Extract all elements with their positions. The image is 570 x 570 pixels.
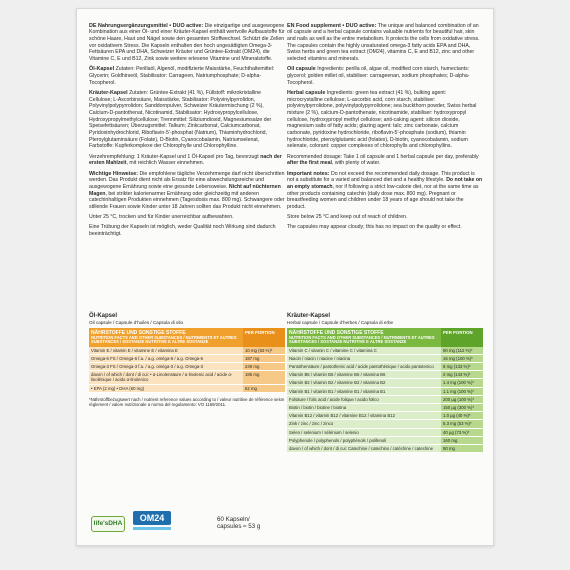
de-capsule-note: Eine Trübung der Kapseln ist möglich, weder Qualität noch Wirkung sind dadurch beeinträchtigt. bbox=[89, 224, 276, 238]
nutrient-name: • EPA (2 mg) • DHA (60 mg) bbox=[89, 384, 243, 392]
oil-capsule-nutrition-panel bbox=[89, 313, 285, 407]
nutrient-value: 16 mg (100 %)* bbox=[441, 354, 483, 362]
table-row bbox=[287, 436, 483, 444]
nutrient-name: Biotin / biotin / biotine / biotina bbox=[287, 404, 441, 412]
nutrient-name: davon / of which / dont / di cui: Catechine / catechins / catéchine / catechine bbox=[287, 445, 441, 453]
nutrient-value: 90 mg (112 %)* bbox=[441, 347, 483, 355]
table-row bbox=[287, 387, 483, 395]
nutrient-name: Selen / selenium / sélénium / selenio bbox=[287, 428, 441, 436]
de-intro-label: DE Nahrungsergänzungsmittel • DUO active: bbox=[89, 22, 204, 29]
oil-panel-subtitle: Oil capsule / Capsule d'huiles / Capsula di olio bbox=[89, 320, 184, 325]
oil-nutrition-table bbox=[89, 328, 285, 393]
oil-table-header bbox=[89, 328, 243, 347]
table-row bbox=[89, 354, 285, 362]
nutrient-name: Niacin / niacin / niacine / niacina bbox=[287, 354, 441, 362]
en-intro-label: EN Food supplement • DUO active: bbox=[287, 22, 377, 29]
table-row bbox=[287, 445, 483, 453]
de-dose-end: , mit reichlich Wasser einnehmen. bbox=[126, 160, 205, 167]
nutrient-value: 187 mg bbox=[243, 354, 285, 362]
en-dosage bbox=[287, 154, 483, 167]
table-row bbox=[89, 371, 285, 384]
de-dose-text: Verzehrempfehlung: 1 Kräuter-Kapsel und 1 Öl-Kapsel pro Tag, bevorzugt bbox=[89, 153, 261, 160]
package-label bbox=[76, 8, 494, 546]
en-dose-end: , with plenty of water. bbox=[331, 160, 381, 167]
de-oil-label: Öl-Kapsel bbox=[89, 66, 115, 73]
table-row bbox=[89, 384, 285, 392]
table-row bbox=[89, 347, 285, 355]
en-notes-text: Do not exceed the recommended daily dosage. This product is not a substitute for a varied and balanced diet and a healthy lifestyle. bbox=[287, 170, 475, 184]
de-notes-label: Wichtige Hinweise: bbox=[89, 170, 139, 177]
german-text-column bbox=[89, 19, 285, 241]
herb-header-portion: PER PORTION bbox=[441, 328, 483, 347]
om24-logo bbox=[133, 511, 171, 533]
table-row bbox=[287, 371, 483, 379]
de-dose-bold: nach der ersten Mahlzeit bbox=[89, 153, 282, 167]
table-row bbox=[89, 363, 285, 371]
nutrient-value: 200 µg (100 %)* bbox=[441, 395, 483, 403]
nutrient-name: Vitamin E / vitamin E / vitamine E / vitamina E bbox=[89, 347, 243, 355]
en-capsule-note: The capsules may appear cloudy; this has no impact on the quality or effect. bbox=[287, 224, 462, 231]
english-text-column bbox=[287, 19, 483, 235]
nutrient-value: 249 mg bbox=[243, 363, 285, 371]
herb-panel-subtitle: Herbal capsule / Capsule d'herbes / Capsula di erbe bbox=[287, 320, 394, 325]
nutrient-value: 2 mg (143 %)* bbox=[441, 371, 483, 379]
en-herb-text: Ingredients: green tea extract (41 %), bulking agent: microcrystalline cellulose; L-ascorbic acid, corn starch, stabiliser: polyvinylpyrrolidone, polyvinylpolypyrrolidone; sea buckthorn powder, Swiss herbal mixture (2 %), calcium-D-pantothenate, nicotinamide, stabiliser: hydroxypropyl cellulose, hydroxypropyl methyl cellulose; anti-caking agent: silicon dioxide, magnesium salts of fatty acids; glazing agent: talc; zinc carbonate, calcium carbonate, pyridoxine hydrochloride, riboflavin-5'-phosphate (sodium), thiamin hydrochloride, pteroylglutamic acid (folates), D-biotin, cyanocobalamin, sodium selenate, colorant: copper complexes of chlorophylls and chlorophyllins. bbox=[287, 89, 477, 150]
en-dose-text: Recommended dosage: Take 1 oil capsule and 1 herbal capsule per day, preferably bbox=[287, 153, 479, 160]
nutrient-name: Pantothensäure / pantothenic acid / acide pantothénique / acido pantotenico bbox=[287, 363, 441, 371]
nutrient-name: Vitamin B1 / vitamin B1 / vitamine B1 / vitamina B1 bbox=[287, 387, 441, 395]
en-notes-end: , nor if following a strict low-calorie diet, nor at the same time as other products containing catechin (daily dose max. 800 mg). Pregnant or breastfeeding women and children under 18 years of age should not take the product. bbox=[287, 183, 479, 211]
nutrient-name: Vitamin C / vitamin C / vitamine C / vitamina C bbox=[287, 347, 441, 355]
nutrient-name: Zink / zinc / zinc / zinco bbox=[287, 420, 441, 428]
table-row bbox=[287, 404, 483, 412]
de-oil-text: Zutaten: Perillaöl, Algenöl, modifizierte Maisstärke, Feuchthaltemittel: Glycerin; Goldhirseöl, Stabilisator: Carrageen, Natriumphosphate; D-alpha-Tocopherol. bbox=[89, 66, 275, 86]
om24-logo-text: OM24 bbox=[133, 511, 171, 525]
de-dosage bbox=[89, 154, 285, 167]
nutrient-name: davon / of which / dont / di cui: • α-Linolensäure / α-linolenic acid / acide α-linolénique / acido α-linolenico bbox=[89, 371, 243, 384]
nutrient-value: 62 mg bbox=[243, 384, 285, 392]
oil-header-sub: NUTRITION FACTS AND OTHER SUBSTANCES / NUTRIMENTS ET AUTRES SUBSTANCES / SOSTANZE NUTRITIVE E ALTRE SOSTANZE bbox=[91, 334, 237, 345]
nutrient-value: 1.0 µg (40 %)* bbox=[441, 412, 483, 420]
en-dose-bold: after the first meal bbox=[287, 160, 332, 167]
nutrient-value: 10 mg (83 %)* bbox=[243, 347, 285, 355]
nutrient-value: 150 µg (300 %)* bbox=[441, 404, 483, 412]
oil-panel-title: Öl-Kapsel bbox=[89, 313, 118, 319]
table-row bbox=[287, 354, 483, 362]
nutrient-value: 90 mg bbox=[441, 445, 483, 453]
herb-panel-title: Kräuter-Kapsel bbox=[287, 313, 331, 319]
table-row bbox=[287, 420, 483, 428]
nrv-footnote: *Nährstoffbezugswert nach / nutrient reference values according to / valeur nutritive de référence selon règlement / valore nutrizionale a norma del regolamento: VO 1169/2011. bbox=[89, 396, 285, 408]
en-herb-label: Herbal capsule bbox=[287, 89, 326, 96]
nutrient-name: Vitamin B6 / vitamin B6 / vitamine B6 / vitamina B6 bbox=[287, 371, 441, 379]
herbal-capsule-nutrition-panel bbox=[287, 313, 483, 453]
en-oil-text: Ingredients: perilla oil, algae oil, modified corn starch, humectants: glycerol; golden millet oil, stabiliser: carrageenan, sodium phosphates; D-alpha-Tocopherol. bbox=[287, 66, 470, 86]
en-intro-text: The unique and balanced combination of an oil capsule and a herbal capsule contains valuable nutrients for beautiful hair, skin and nails as well as the entire metabolism. It protects the cells from oxidative stress. The capsules contain the highly unsaturated omega-3 fatty acids EPA and DHA, Swiss herbs and green tea extract (OM24), vitamins C, E and B12, zinc and other selected vitamins and minerals. bbox=[287, 22, 480, 63]
oil-header-main: NÄHRSTOFFE UND SONSTIGE STOFFE bbox=[91, 329, 186, 336]
net-contents-line1: 60 Kapseln/ bbox=[217, 516, 250, 523]
de-herb-text: Zutaten: Grüntee-Extrakt (41 %), Füllstoff: mikrokristalline Cellulose; L-Ascorbinsäure, Maisstärke, Stabilisator: Polyvinylpyrrolidon, Polyvinylpolypyrrolidon; Sanddornpulver, Schweizer Kräutermischung (2 %), Calcium-D-pantothenat, Nicotinamid, Stabilisator: Hydroxypropylcellulose, Hydroxypropylmethylcellulose; Trennmittel: Siliziumdioxid, Magnesiumsalze der Speisefettsäuren; Überzugsmittel: Talkum; Zinkcarbonat, Calciumcarbonat, Pyridoxinhydrochlorid, Riboflavin-5'-phosphat (Natrium), Thiaminhydrochlorid, Pteroylglutaminsäure (Folate), D-Biotin, Cyanocobalamin, Natriumselenat, Farbstoffe: Kupferkomplexe der Chlorophylle und Chlorophylline. bbox=[89, 89, 272, 150]
herb-header-main: NÄHRSTOFFE UND SONSTIGE STOFFE bbox=[289, 329, 384, 336]
nutrient-value: 5.3 mg (53 %)* bbox=[441, 420, 483, 428]
table-row bbox=[287, 428, 483, 436]
nutrient-name: Vitamin B12 / vitamin B12 / vitamine B12 / vitamina B12 bbox=[287, 412, 441, 420]
table-row bbox=[287, 363, 483, 371]
table-row bbox=[287, 347, 483, 355]
nutrient-value: 1.4 mg (100 %)* bbox=[441, 379, 483, 387]
table-row bbox=[287, 379, 483, 387]
om24-logo-bar bbox=[133, 527, 171, 530]
lifes-dha-logo: life'sDHA bbox=[91, 516, 125, 532]
en-notes-label: Important notes: bbox=[287, 170, 330, 177]
en-notes-bold: Do not take on an empty stomach bbox=[287, 177, 483, 190]
nutrient-value: 160 mg bbox=[441, 436, 483, 444]
nutrient-name: Omega-3 FS / Omega-3 f.a. / a.g. oméga-3 / a.g. Omega-3 bbox=[89, 363, 243, 371]
table-row bbox=[287, 395, 483, 403]
en-oil-label: Oil capsule bbox=[287, 66, 316, 73]
nutrient-name: Folsäure / folic acid / acide folique / acido folico bbox=[287, 395, 441, 403]
de-notes-bold: Nicht auf nüchternen Magen bbox=[89, 183, 281, 197]
de-storage: Unter 25 °C, trocken und für Kinder unerreichbar aufbewahren. bbox=[89, 214, 234, 221]
herb-table-header bbox=[287, 328, 441, 347]
table-row bbox=[287, 412, 483, 420]
nutrient-value: 1.1 mg (100 %)* bbox=[441, 387, 483, 395]
net-contents bbox=[217, 516, 260, 531]
nutrient-value: 8 mg (133 %)* bbox=[441, 363, 483, 371]
herb-header-sub: NUTRITION FACTS AND OTHER SUBSTANCES / NUTRIMENTS ET AUTRES SUBSTANCES / SOSTANZE NUTRITIVE E ALTRE SOSTANZE bbox=[289, 334, 435, 345]
de-notes-end: , bei strikter kalorienarmer Ernährung oder gleichzeitig mit anderen catechinhaltigen Produkten einnehmen (Tagesdosis max. 800 mg). Schwangere oder stillende Frauen sowie Kinder unter 18 Jahren sollten das Produkt nicht einnehmen. bbox=[89, 190, 285, 211]
nutrient-name: Polyphenole / polyphenols / polyphénols / polifenoli bbox=[287, 436, 441, 444]
nutrient-value: 40 µg (73 %)* bbox=[441, 428, 483, 436]
nutrient-name: Omega-6 FS / Omega-6 f.a. / a.g. oméga-6 / a.g. Omega-6 bbox=[89, 354, 243, 362]
nutrient-name: Vitamin B2 / vitamin B2 / vitamine B2 / vitamina B2 bbox=[287, 379, 441, 387]
oil-header-portion: PER PORTION bbox=[243, 328, 285, 347]
en-storage: Store below 25 °C and keep out of reach of children. bbox=[287, 214, 408, 221]
herb-nutrition-table bbox=[287, 328, 483, 453]
de-notes-text: Die empfohlene tägliche Verzehrmenge darf nicht überschritten werden. Das Produkt dient nicht als Ersatz für eine abwechslungsreiche und ausgewogene Ernährung sowie eine gesunde Lebensweise. bbox=[89, 170, 285, 190]
nutrient-value: 185 mg bbox=[243, 371, 285, 384]
net-contents-line2: capsules ≈ 53 g bbox=[217, 523, 261, 531]
de-intro-text: Die einzigartige und ausgewogene Kombination aus einer Öl- und einer Kräuter-Kapsel enthält wertvolle Aufbaustoffe für schöne Haare, Haut und Nägel sowie den gesamten Stoffwechsel. Schützt die Zellen vor oxidativem Stress. Die Kapseln enthalten den hoch ungesättigten Omega-3-Fettsäuren EPA und DHA, Schweizer Kräuter und Grüntee-Extrakt (OM24), die Vitamine C, E und B12, Zink sowie weitere erlesene Vitamine und Mineralstoffe. bbox=[89, 22, 285, 63]
de-herb-label: Kräuter-Kapsel bbox=[89, 89, 128, 96]
